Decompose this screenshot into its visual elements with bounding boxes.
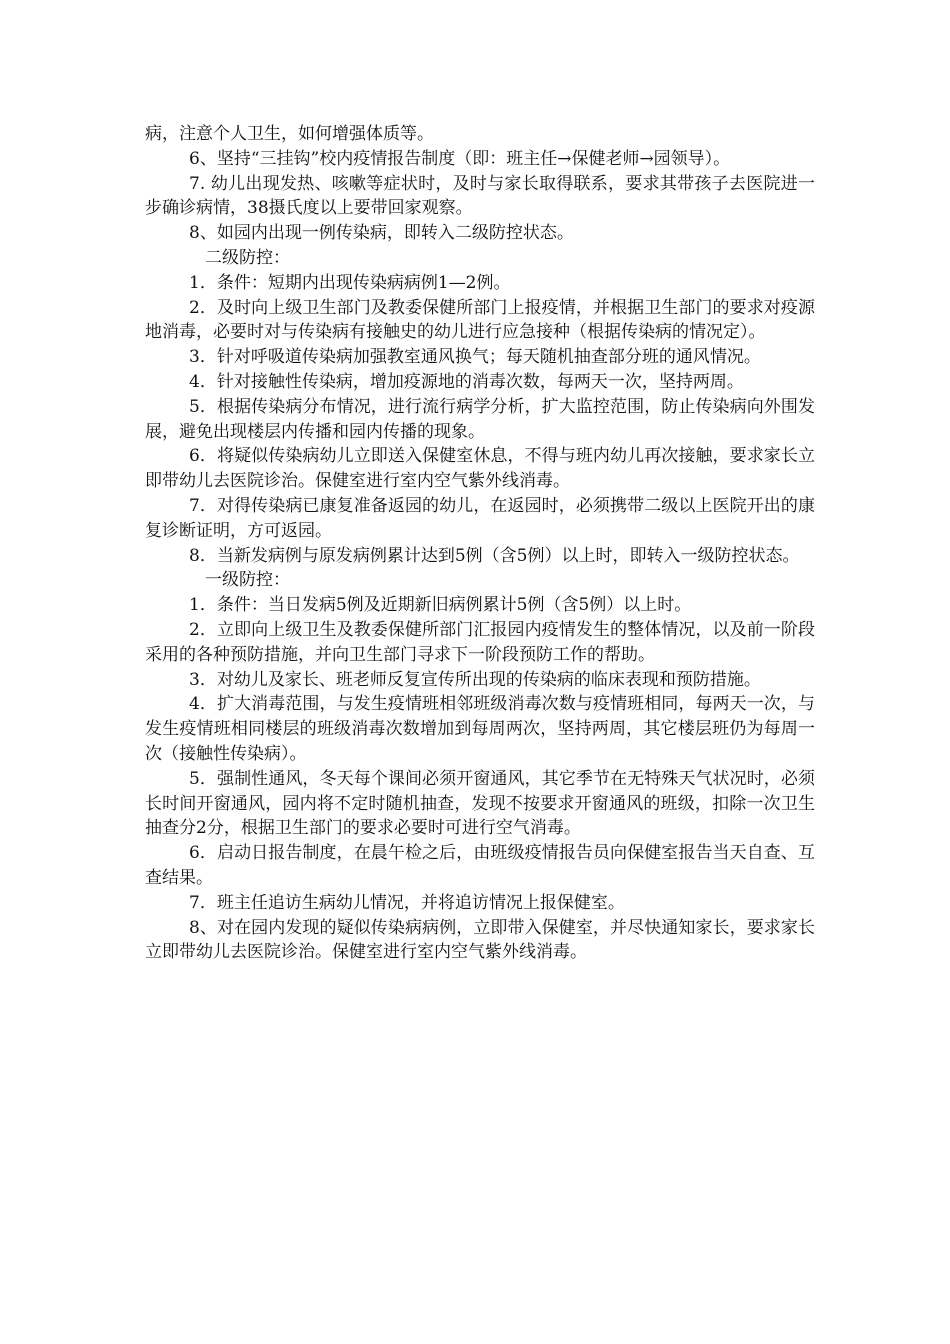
level2-item-1: 1．条件：短期内出现传染病病例1—2例。 [189,272,511,293]
level1-item-3: 3．对幼儿及家长、班老师反复宣传所出现的传染病的临床表现和预防措施。 [189,669,761,690]
paragraph-continuation: 病，注意个人卫生，如何增强体质等。 [145,124,434,144]
section-heading-level-2: 二级防控： [205,247,290,268]
level1-item-7: 7．班主任追访生病幼儿情况，并将追访情况上报保健室。 [189,892,625,913]
level2-item-8: 8．当新发病例与原发病例累计达到5例（含5例）以上时，即转入一级防控状态。 [189,545,800,566]
level2-item-4: 4．针对接触性传染病，增加疫源地的消毒次数，每两天一次，坚持两周。 [189,371,744,392]
paragraph-item-7: 7. 幼儿出现发热、咳嗽等症状时，及时与家长取得联系，要求其带孩子去医院进一步确诊病情，38摄氏度以上要带回家观察。 [145,173,815,219]
level2-item-3: 3．针对呼吸道传染病加强教室通风换气；每天随机抽查部分班的通风情况。 [189,347,761,368]
level2-item-7: 7．对得传染病已康复准备返园的幼儿，在返园时，必须携带二级以上医院开出的康复诊断证明，方可返园。 [145,495,815,541]
section-heading-level-1: 一级防控： [205,570,290,591]
document-body [145,122,815,965]
level1-item-5: 5．强制性通风，冬天每个课间必须开窗通风，其它季节在无特殊天气状况时，必须长时间开窗通风，园内将不定时随机抽查，发现不按要求开窗通风的班级，扣除一次卫生抽查分2分，根据卫生部门的要求必要时可进行空气消毒。 [145,768,815,839]
level2-item-2: 2．及时向上级卫生部门及教委保健所部门上报疫情，并根据卫生部门的要求对疫源地消毒，必要时对与传染病有接触史的幼儿进行应急接种（根据传染病的情况定）。 [145,297,815,343]
level2-item-5: 5．根据传染病分布情况，进行流行病学分析，扩大监控范围，防止传染病向外围发展，避免出现楼层内传播和园内传播的现象。 [145,396,815,442]
level1-item-2: 2．立即向上级卫生及教委保健所部门汇报园内疫情发生的整体情况，以及前一阶段采用的各种预防措施，并向卫生部门寻求下一阶段预防工作的帮助。 [145,619,815,665]
paragraph-item-6: 6、坚持“三挂钩”校内疫情报告制度（即：班主任→保健老师→园领导）。 [189,148,731,169]
level2-item-6: 6．将疑似传染病幼儿立即送入保健室休息，不得与班内幼儿再次接触，要求家长立即带幼儿去医院诊治。保健室进行室内空气紫外线消毒。 [145,446,815,492]
level1-item-1: 1．条件：当日发病5例及近期新旧病例累计5例（含5例）以上时。 [189,595,692,616]
level1-item-6: 6．启动日报告制度，在晨午检之后，由班级疫情报告员向保健室报告当天自查、互查结果。 [145,843,815,888]
paragraph-item-8: 8、如园内出现一例传染病，即转入二级防控状态。 [189,223,574,244]
level1-item-8: 8、对在园内发现的疑似传染病病例，立即带入保健室，并尽快通知家长，要求家长立即带幼儿去医院诊治。保健室进行室内空气紫外线消毒。 [145,917,815,963]
level1-item-4: 4．扩大消毒范围，与发生疫情班相邻班级消毒次数与疫情班相同，每两天一次，与发生疫情班相同楼层的班级消毒次数增加到每周两次，坚持两周，其它楼层班仍为每周一次（接触性传染病）。 [145,694,815,764]
